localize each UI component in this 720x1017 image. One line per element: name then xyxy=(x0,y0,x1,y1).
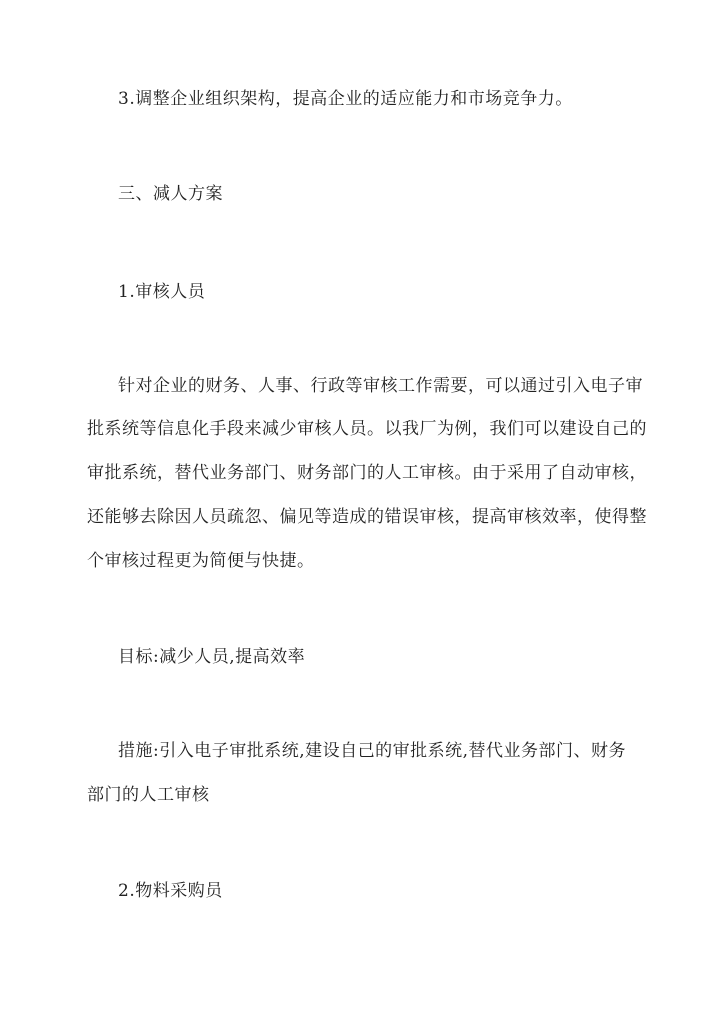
section-heading: 三、减人方案 xyxy=(118,184,223,204)
measures-line: 措施:引入电子审批系统,建设自己的审批系统,替代业务部门、财务 xyxy=(118,741,627,761)
goal-text: 目标:减少人员,提高效率 xyxy=(118,647,306,667)
paragraph-line: 审批系统，替代业务部门、财务部门的人工审核。由于采用了自动审核， xyxy=(87,463,647,483)
paragraph-line: 个审核过程更为简便与快捷。 xyxy=(87,551,315,571)
subsection-heading-2: 2.物料采购员 xyxy=(118,881,223,901)
paragraph-line: 针对企业的财务、人事、行政等审核工作需要，可以通过引入电子审 xyxy=(118,376,643,396)
measures-line: 部门的人工审核 xyxy=(87,785,210,805)
list-item-3: 3.调整企业组织架构，提高企业的适应能力和市场竞争力。 xyxy=(118,89,573,109)
paragraph-line: 还能够去除因人员疏忽、偏见等造成的错误审核，提高审核效率，使得整 xyxy=(87,507,647,527)
subsection-heading-1: 1.审核人员 xyxy=(118,282,206,302)
paragraph-line: 批系统等信息化手段来减少审核人员。以我厂为例，我们可以建设自己的 xyxy=(87,419,647,439)
